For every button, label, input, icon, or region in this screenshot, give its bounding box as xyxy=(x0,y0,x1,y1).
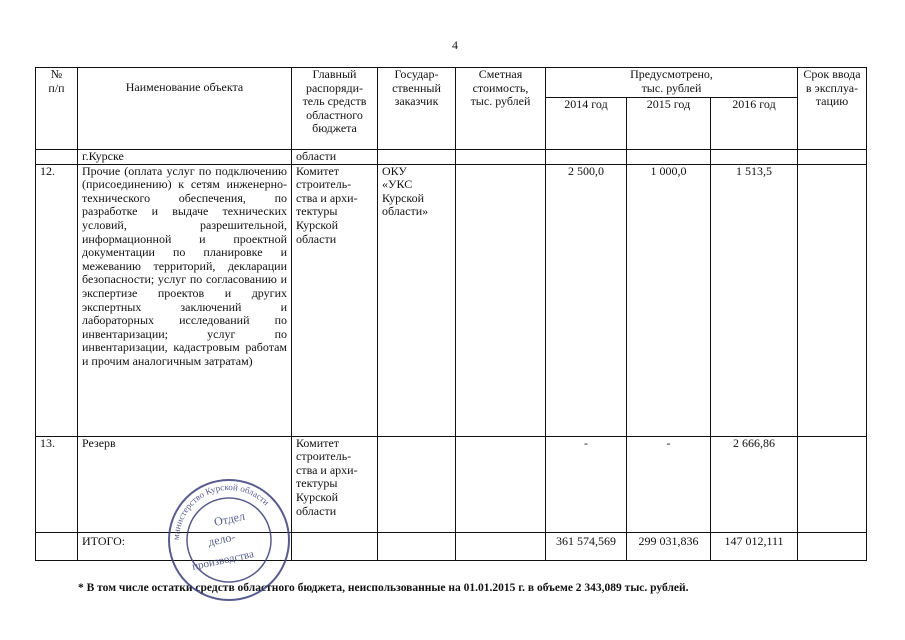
cell-cost xyxy=(456,164,546,436)
stamp-line1: Отдел xyxy=(212,508,247,529)
cell-manager: области xyxy=(292,150,378,165)
cell-name: Прочие (оплата услуг по подключению (присоединению) к сетям инженерно-технического обеспечения, по разработке и выдаче технических условий, разрешительной, информационной и проектной документации по планировке и межеванию территорий, декларации безопасности; услуг по согласованию и экспертизе проектов и других экспертных заключений и лабораторных исследований по инвентаризации; услуг по инвентаризации, кадастровым работам и прочим аналогичным затратам) xyxy=(78,164,292,436)
cell-2015: - xyxy=(627,436,711,532)
header-2014: 2014 год xyxy=(546,98,627,150)
header-num: № п/п xyxy=(36,68,78,150)
cell-manager: Комитет строитель- ства и архи- тектуры Курской области xyxy=(292,164,378,436)
cell-customer xyxy=(378,436,456,532)
footnote: * В том числе остатки средств областного бюджета, неиспользованные на 01.01.2015 г. в объеме 2 343,089 тыс. рублей. xyxy=(78,582,689,594)
header-cost: Сметная стоимость, тыс. рублей xyxy=(456,68,546,150)
table-row xyxy=(36,150,867,165)
table-row xyxy=(36,164,867,436)
cell-2016: 2 666,86 xyxy=(711,436,798,532)
header-manager: Главный распоряди- тель средств областного бюджета xyxy=(292,68,378,150)
total-label: ИТОГО: xyxy=(78,532,292,560)
stamp-line3: производства xyxy=(191,548,255,573)
stamp-ring-text: министерство Курской области xyxy=(170,481,272,541)
cell-num: 13. xyxy=(36,436,78,532)
objects-table xyxy=(35,67,867,561)
header-2015: 2015 год xyxy=(627,98,711,150)
cell-manager: Комитет строитель- ства и архи- тектуры Курской области xyxy=(292,436,378,532)
cell-customer: ОКУ «УКС Курской области» xyxy=(378,164,456,436)
cell-cost xyxy=(456,436,546,532)
stamp-line2: дело- xyxy=(206,529,237,549)
total-2016: 147 012,111 xyxy=(711,532,798,560)
page-number: 4 xyxy=(452,38,458,52)
header-customer: Государ- ственный заказчик xyxy=(378,68,456,150)
cell-2015: 1 000,0 xyxy=(627,164,711,436)
cell-2016: 1 513,5 xyxy=(711,164,798,436)
round-stamp xyxy=(165,476,293,604)
cell-2014: 2 500,0 xyxy=(546,164,627,436)
header-name: Наименование объекта xyxy=(78,68,292,150)
table-row xyxy=(36,436,867,532)
cell-term xyxy=(798,436,867,532)
header-planned: Предусмотрено, тыс. рублей xyxy=(546,68,798,98)
cell-term xyxy=(798,164,867,436)
total-row xyxy=(36,532,867,560)
header-term: Срок ввода в эксплуа- тацию xyxy=(798,68,867,150)
total-2015: 299 031,836 xyxy=(627,532,711,560)
cell-2014: - xyxy=(546,436,627,532)
total-2014: 361 574,569 xyxy=(546,532,627,560)
header-2016: 2016 год xyxy=(711,98,798,150)
cell-name: Резерв xyxy=(78,436,292,532)
cell-name: г.Курске xyxy=(78,150,292,165)
cell-num: 12. xyxy=(36,164,78,436)
